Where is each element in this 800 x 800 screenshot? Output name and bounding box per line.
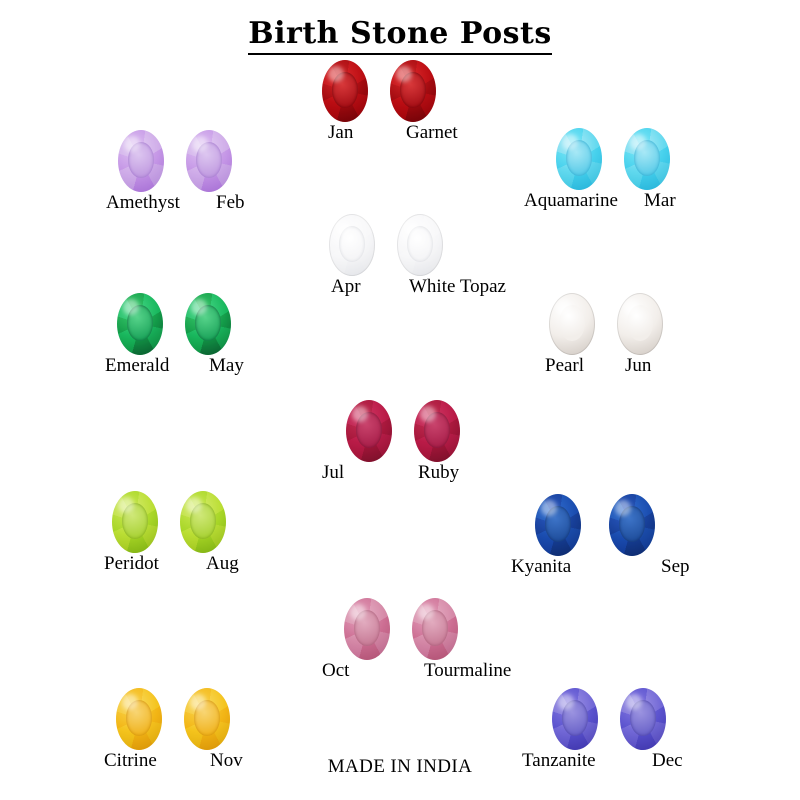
label-may-left: Emerald bbox=[105, 355, 170, 376]
gem-citrine bbox=[116, 688, 162, 750]
gem-tourmaline bbox=[344, 598, 390, 660]
label-sep-left: Kyanita bbox=[511, 556, 572, 577]
label-mar-right: Mar bbox=[644, 190, 676, 211]
gem-garnet bbox=[322, 60, 368, 122]
gem-emerald bbox=[117, 293, 163, 355]
gem-tanzanite bbox=[552, 688, 598, 750]
label-feb-left: Amethyst bbox=[106, 192, 180, 213]
gem-aquamarine bbox=[556, 128, 602, 190]
gem-white-topaz bbox=[397, 214, 443, 276]
gem-peridot bbox=[180, 491, 226, 553]
label-mar-left: Aquamarine bbox=[524, 190, 618, 211]
label-jun-right: Jun bbox=[625, 355, 652, 376]
made-in-india-note: MADE IN INDIA bbox=[327, 756, 473, 777]
gem-pearl bbox=[617, 293, 663, 355]
label-dec-right: Dec bbox=[652, 750, 683, 771]
gem-tourmaline bbox=[412, 598, 458, 660]
gem-aquamarine bbox=[624, 128, 670, 190]
label-jul-right: Ruby bbox=[418, 462, 460, 483]
label-nov-left: Citrine bbox=[104, 750, 157, 771]
page-title-text: Birth Stone Posts bbox=[248, 16, 551, 55]
gem-tanzanite bbox=[620, 688, 666, 750]
gem-citrine bbox=[184, 688, 230, 750]
gem-amethyst bbox=[118, 130, 164, 192]
label-dec-left: Tanzanite bbox=[522, 750, 596, 771]
gem-white-topaz bbox=[329, 214, 375, 276]
gem-ruby bbox=[346, 400, 392, 462]
label-jan-right: Garnet bbox=[406, 122, 458, 143]
label-sep-right: Sep bbox=[661, 556, 690, 577]
label-apr-right: White Topaz bbox=[409, 276, 506, 297]
label-aug-left: Peridot bbox=[104, 553, 159, 574]
label-jun-left: Pearl bbox=[545, 355, 585, 376]
gem-garnet bbox=[390, 60, 436, 122]
label-jul-left: Jul bbox=[322, 462, 345, 483]
gem-ruby bbox=[414, 400, 460, 462]
label-jan-left: Jan bbox=[328, 122, 354, 143]
label-apr-left: Apr bbox=[331, 276, 361, 297]
page-title bbox=[0, 16, 800, 51]
gem-pearl bbox=[549, 293, 595, 355]
label-oct-right: Tourmaline bbox=[424, 660, 512, 681]
label-feb-right: Feb bbox=[216, 192, 245, 213]
label-aug-right: Aug bbox=[206, 553, 239, 574]
gem-peridot bbox=[112, 491, 158, 553]
gem-emerald bbox=[185, 293, 231, 355]
label-oct-left: Oct bbox=[322, 660, 350, 681]
gem-kyanite bbox=[609, 494, 655, 556]
label-may-right: May bbox=[209, 355, 244, 376]
gem-kyanite bbox=[535, 494, 581, 556]
gem-amethyst bbox=[186, 130, 232, 192]
label-nov-right: Nov bbox=[210, 750, 243, 771]
